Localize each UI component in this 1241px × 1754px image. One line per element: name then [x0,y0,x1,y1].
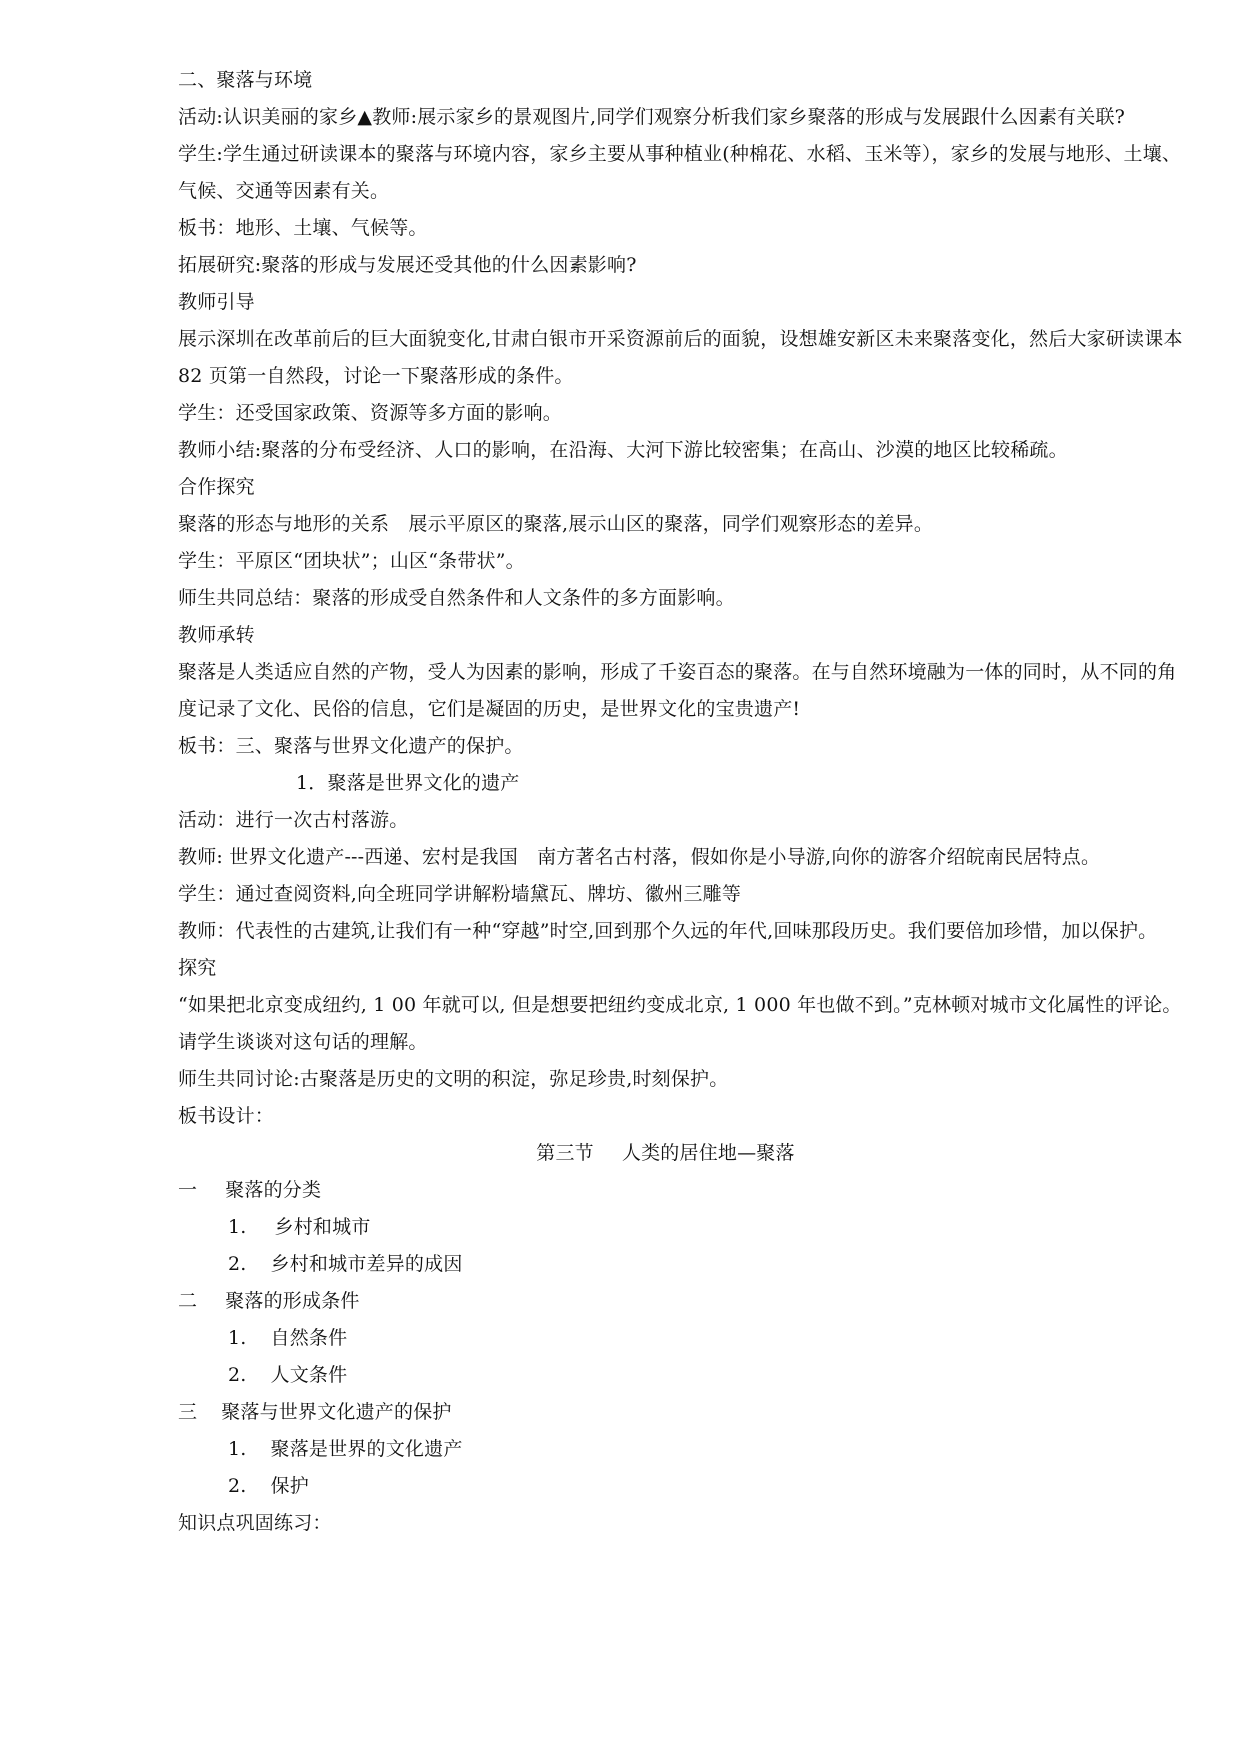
teacher-architecture-paragraph: 教师：代表性的古建筑,让我们有一种“穿越”时空,回到那个久远的年代,回味那段历史。我们要倍加珍惜，加以保护。 [178,920,1158,942]
outline-section-2-text: 聚落的形成条件 [225,1290,360,1312]
outline-item-1-1 [178,1209,1183,1246]
outline-section-3-text: 聚落与世界文化遗产的保护 [221,1401,452,1423]
outline-section-1-text: 聚落的分类 [225,1179,322,1201]
form-terrain-paragraph: 聚落的形态与地形的关系 展示平原区的聚落,展示山区的聚落，同学们观察形态的差异。 [178,513,934,535]
teacher-summary: 教师小结:聚落的分布受经济、人口的影响，在沿海、大河下游比较密集；在高山、沙漠的地区比较稀疏。 [178,439,1068,461]
extension-question: 拓展研究:聚落的形成与发展还受其他的什么因素影响? [178,254,637,276]
outline-item-text: 人文条件 [270,1364,348,1386]
student-form-answer: 学生：平原区“团块状”；山区“条带状”。 [178,550,525,572]
activity-paragraph: 活动:认识美丽的家乡▲教师:展示家乡的景观图片,同学们观察分析我们家乡聚落的形成与发展跟什么因素有关联? [178,106,1126,128]
outline-item-text: 乡村和城市差异的成因 [270,1253,463,1275]
teacher-guide-paragraph: 展示深圳在改革前后的巨大面貌变化,甘肃白银市开采资源前后的面貌，设想雄安新区未来聚落变化，然后大家研读课本 82 页第一自然段，讨论一下聚落形成的条件。 [178,328,1183,387]
clinton-quote-paragraph: “如果把北京变成纽约, 1 00 年就可以, 但是想要把纽约变成北京, 1 000 年也做不到。”克林顿对城市文化属性的评论。 [178,994,1182,1016]
outline-title-section: 第三节 [536,1142,594,1164]
outline-item-2-1 [178,1320,1183,1357]
village-tour-activity: 活动：进行一次古村落游。 [178,809,409,831]
teacher-guide-heading: 教师引导 [178,291,255,313]
transition-paragraph: 聚落是人类适应自然的产物，受人为因素的影响，形成了千姿百态的聚落。在与自然环境融为一体的同时，从不同的角度记录了文化、民俗的信息，它们是凝固的历史，是世界文化的宝贵遗产! [178,661,1177,720]
outline-section-3 [178,1394,1183,1431]
outline-item-3-1 [178,1431,1183,1468]
outline-item-text: 聚落是世界的文化遗产 [270,1438,463,1460]
board-note-heritage: 板书：三、聚落与世界文化遗产的保护。 [178,735,524,757]
joint-summary: 师生共同总结：聚落的形成受自然条件和人文条件的多方面影响。 [178,587,735,609]
board-note: 板书：地形、土壤、气候等。 [178,217,428,239]
student-paragraph: 学生:学生通过研读课本的聚落与环境内容，家乡主要从事种植业(种棉花、水稻、玉米等），家乡的发展与地形、土壤、气候、交通等因素有关。 [178,143,1182,202]
student-discussion-prompt: 请学生谈谈对这句话的理解。 [178,1031,428,1053]
student-heritage-answer: 学生：通过查阅资料,向全班同学讲解粉墙黛瓦、牌坊、徽州三雕等 [178,883,742,905]
outline-item-1-2 [178,1246,1183,1283]
outline-section-2-number: 二 [178,1290,198,1312]
outline-title [178,1135,1183,1172]
outline-section-1 [178,1172,1183,1209]
outline-item-text: 保护 [270,1475,309,1497]
outline-section-3-number: 三 [178,1401,198,1423]
cooperation-heading: 合作探究 [178,476,255,498]
document-page [178,62,1183,1542]
outline-item-number: 2. [228,1475,247,1497]
outline-item-number: 1. [228,1216,247,1238]
teacher-heritage-paragraph: 教师: 世界文化遗产---西递、宏村是我国 南方著名古村落，假如你是小导游,向你的游客介绍皖南民居特点。 [178,846,1101,868]
outline-item-number: 1. [228,1327,247,1349]
outline-item-text: 自然条件 [270,1327,348,1349]
outline-item-number: 1. [228,1438,247,1460]
teacher-transition-heading: 教师承转 [178,624,255,646]
student-answer: 学生：还受国家政策、资源等多方面的影响。 [178,402,563,424]
practice-heading: 知识点巩固练习： [178,1512,332,1534]
outline-item-2-2 [178,1357,1183,1394]
outline-section-1-number: 一 [178,1179,198,1201]
section-heading-environment: 二、聚落与环境 [178,69,313,91]
outline-item-number: 2. [228,1364,247,1386]
joint-discussion: 师生共同讨论:古聚落是历史的文明的积淀，弥足珍贵,时刻保护。 [178,1068,729,1090]
heritage-subpoint: 1．聚落是世界文化的遗产 [296,772,520,794]
outline-section-2 [178,1283,1183,1320]
outline-item-3-2 [178,1468,1183,1505]
outline-item-text: 乡村和城市 [274,1216,371,1238]
board-design-heading: 板书设计： [178,1105,275,1127]
outline-item-number: 2. [228,1253,247,1275]
outline-title-topic: 人类的居住地—聚落 [621,1142,795,1164]
inquiry-heading: 探究 [178,957,217,979]
